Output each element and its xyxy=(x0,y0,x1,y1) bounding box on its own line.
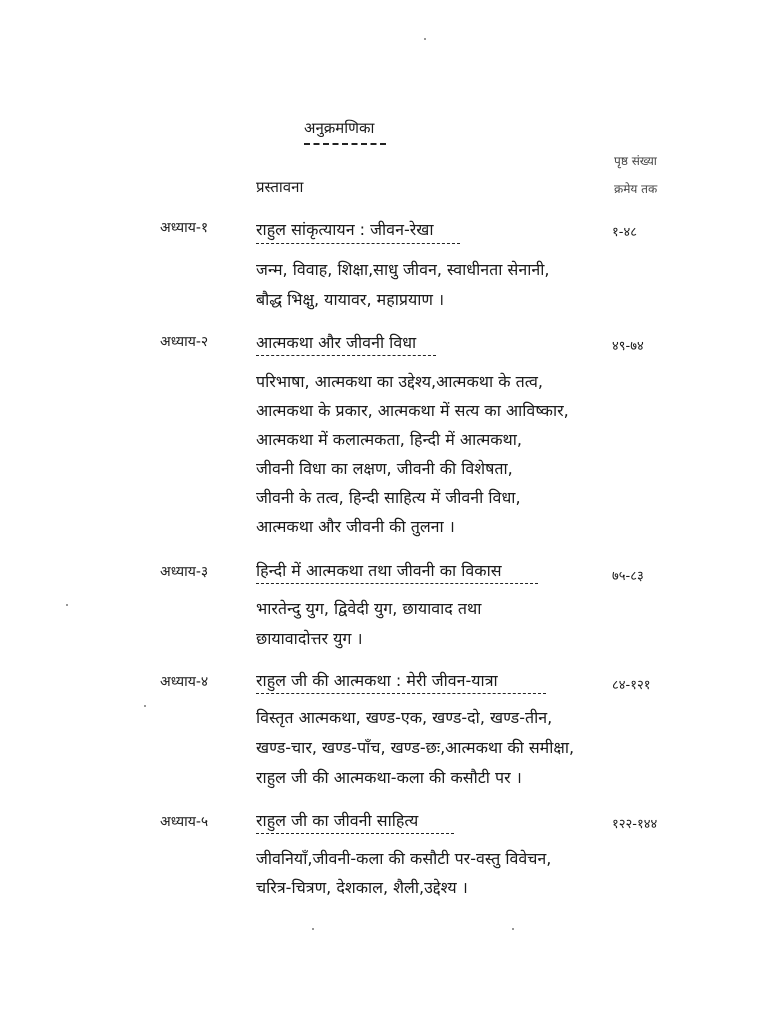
chapter-5-line-2: चरित्र-चित्रण, देशकाल, शैली,उद्देश्य । xyxy=(256,878,468,897)
chapter-2-line-4: जीवनी विधा का लक्षण, जीवनी की विशेषता, xyxy=(256,459,513,478)
chapter-1-underline xyxy=(256,243,460,244)
title-underline xyxy=(304,143,386,145)
chapter-2-line-6: आत्मकथा और जीवनी की तुलना । xyxy=(256,517,455,536)
chapter-1-number: अध्याय-१ xyxy=(160,220,209,236)
chapter-3-title: हिन्दी में आत्मकथा तथा जीवनी का विकास xyxy=(256,561,502,580)
chapter-2-line-3: आत्मकथा में कलात्मकता, हिन्दी में आत्मकथा, xyxy=(256,430,523,449)
chapter-4-number: अध्याय-४ xyxy=(160,674,209,690)
chapter-5-number: अध्याय-५ xyxy=(160,814,209,830)
chapter-2-underline xyxy=(256,355,436,356)
chapter-3-underline xyxy=(256,583,538,584)
page-title: अनुक्रमणिका xyxy=(304,119,375,137)
chapter-1-title: राहुल सांकृत्यायन : जीवन-रेखा xyxy=(256,220,434,239)
page-column-header-line-2: क्रमेय तक xyxy=(614,182,658,196)
chapter-5-underline xyxy=(256,833,454,834)
chapter-5-title: राहुल जी का जीवनी साहित्य xyxy=(256,811,419,830)
chapter-3-pages: ७५-८३ xyxy=(612,569,644,584)
chapter-2-line-1: परिभाषा, आत्मकथा का उद्देश्य,आत्मकथा के तत्व, xyxy=(256,372,543,391)
chapter-3-number: अध्याय-३ xyxy=(160,564,209,580)
chapter-1-pages: १-४८ xyxy=(612,225,637,240)
chapter-4-title: राहुल जी की आत्मकथा : मेरी जीवन-यात्रा xyxy=(256,671,498,690)
preface-entry: प्रस्तावना xyxy=(256,178,304,196)
chapter-1-line-2: बौद्ध भिक्षु, यायावर, महाप्रयाण । xyxy=(256,290,445,309)
chapter-2-line-5: जीवनी के तत्व, हिन्दी साहित्य में जीवनी विधा, xyxy=(256,488,521,507)
chapter-4-pages: ८४-१२१ xyxy=(612,678,651,693)
chapter-2-line-2: आत्मकथा के प्रकार, आत्मकथा में सत्य का आविष्कार, xyxy=(256,401,569,420)
scan-speck xyxy=(512,928,514,930)
chapter-2-pages: ४९-७४ xyxy=(612,339,644,354)
chapter-2-number: अध्याय-२ xyxy=(160,334,209,350)
chapter-5-pages: १२२-१४४ xyxy=(612,817,658,832)
chapter-2-title: आत्मकथा और जीवनी विधा xyxy=(256,333,417,352)
chapter-4-underline xyxy=(256,693,546,694)
chapter-3-line-1: भारतेन्दु युग, द्विवेदी युग, छायावाद तथा xyxy=(256,599,482,618)
chapter-4-line-2: खण्ड-चार, खण्ड-पाँच, खण्ड-छः,आत्मकथा की समीक्षा, xyxy=(256,738,575,757)
chapter-5-line-1: जीवनियाँ,जीवनी-कला की कसौटी पर-वस्तु विवेचन, xyxy=(256,849,552,868)
scan-speck xyxy=(312,928,314,930)
scan-speck xyxy=(144,705,146,707)
page-column-header-line-1: पृष्ठ संख्या xyxy=(614,154,657,168)
chapter-4-line-1: विस्तृत आत्मकथा, खण्ड-एक, खण्ड-दो, खण्ड-तीन, xyxy=(256,708,553,727)
chapter-1-line-1: जन्म, विवाह, शिक्षा,साधु जीवन, स्वाधीनता सेनानी, xyxy=(256,260,550,279)
scan-speck xyxy=(66,604,68,606)
chapter-3-line-2: छायावादोत्तर युग । xyxy=(256,629,363,648)
chapter-4-line-3: राहुल जी की आत्मकथा-कला की कसौटी पर । xyxy=(256,768,522,787)
scan-speck xyxy=(424,38,426,40)
